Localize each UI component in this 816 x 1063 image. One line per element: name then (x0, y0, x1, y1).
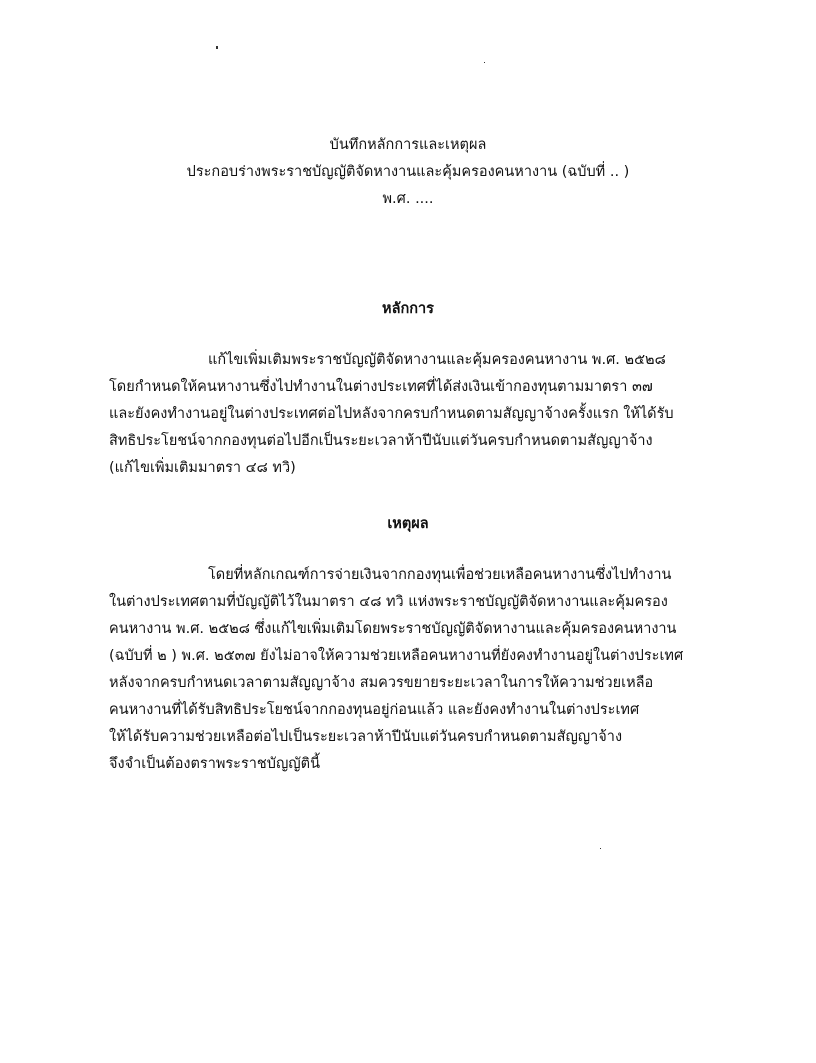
principle-line: และยังคงทำงานอยู่ในต่างประเทศต่อไปหลังจากครบกำหนดตามสัญญาจ้างครั้งแรก ให้ได้รับ (109, 406, 674, 422)
principle-line: (แก้ไขเพิ่มเติมมาตรา ๔๘ ทวิ) (109, 460, 296, 476)
reason-line: หลังจากครบกำหนดเวลาตามสัญญาจ้าง สมควรขยายระยะเวลาในการให้ความช่วยเหลือ (109, 675, 654, 691)
reason-heading: เหตุผล (387, 516, 429, 532)
reason-line: คนหางานที่ได้รับสิทธิประโยชน์จากกองทุนอยู่ก่อนแล้ว และยังคงทำงานในต่างประเทศ (109, 702, 640, 718)
memo-subtitle: ประกอบร่างพระราชบัญญัติจัดหางานและคุ้มครองคนหางาน (ฉบับที่ .. ) (186, 164, 630, 180)
reason-line: ในต่างประเทศตามที่บัญญัติไว้ในมาตรา ๔๘ ทวิ แห่งพระราชบัญญัติจัดหางานและคุ้มครอง (109, 594, 668, 610)
principle-line: สิทธิประโยชน์จากกองทุนต่อไปอีกเป็นระยะเวลาห้าปีนับแต่วันครบกำหนดตามสัญญาจ้าง (109, 433, 653, 449)
scan-speck (600, 848, 601, 849)
scan-speck (484, 62, 485, 63)
principle-line: โดยกำหนดให้คนหางานซึ่งไปทำงานในต่างประเทศที่ได้ส่งเงินเข้ากองทุนตามมาตรา ๓๗ (109, 379, 653, 395)
memo-year: พ.ศ. .... (382, 191, 434, 207)
reason-line: (ฉบับที่ ๒ ) พ.ศ. ๒๕๓๗ ยังไม่อาจให้ความช่วยเหลือคนหางานที่ยังคงทำงานอยู่ในต่างประเทศ (109, 648, 684, 664)
memo-title: บันทึกหลักการและเหตุผล (329, 137, 487, 153)
reason-line: จึงจำเป็นต้องตราพระราชบัญญัตินี้ (109, 756, 320, 772)
reason-line: โดยที่หลักเกณฑ์การจ่ายเงินจากกองทุนเพื่อช่วยเหลือคนหางานซึ่งไปทำงาน (208, 567, 672, 583)
principle-heading: หลักการ (382, 301, 434, 317)
reason-line: คนหางาน พ.ศ. ๒๕๒๘ ซึ่งแก้ไขเพิ่มเติมโดยพระราชบัญญัติจัดหางานและคุ้มครองคนหางาน (109, 621, 677, 637)
scan-speck (216, 46, 218, 49)
principle-line: แก้ไขเพิ่มเติมพระราชบัญญัติจัดหางานและคุ้มครองคนหางาน พ.ศ. ๒๕๒๘ (208, 352, 666, 368)
reason-line: ให้ได้รับความช่วยเหลือต่อไปเป็นระยะเวลาห้าปีนับแต่วันครบกำหนดตามสัญญาจ้าง (109, 729, 623, 745)
